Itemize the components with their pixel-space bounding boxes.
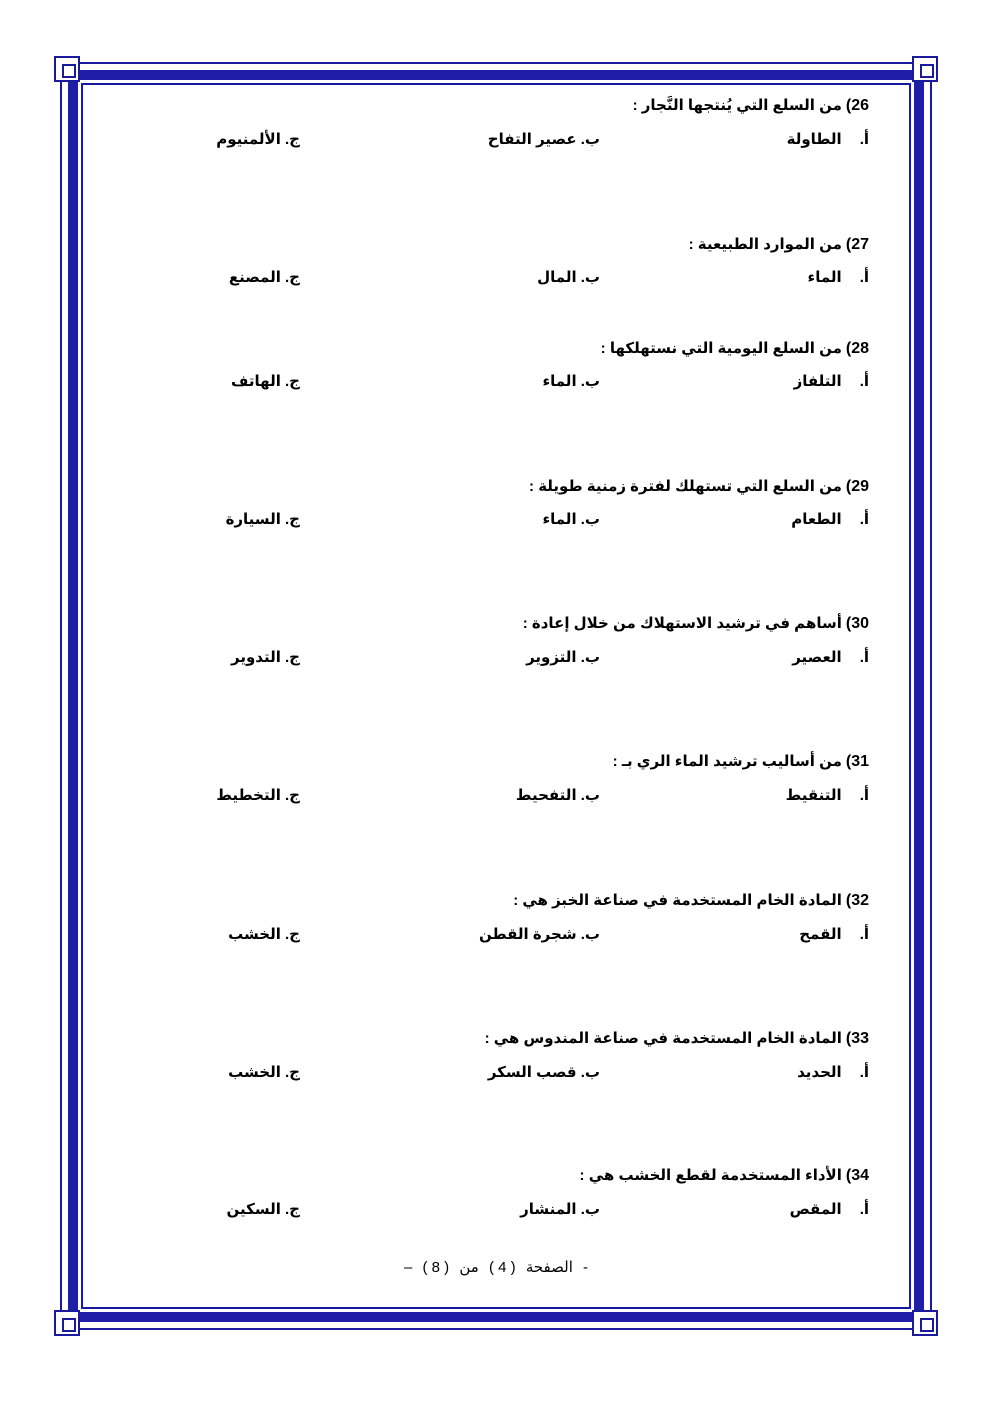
- option-a[interactable]: أ.الماء: [807, 269, 869, 286]
- option-c[interactable]: ج. الهاتف: [231, 373, 300, 390]
- question-30: 30)أساهم في ترشيد الاستهلاك من خلال إعادة :: [522, 615, 869, 632]
- option-b[interactable]: ب. التزوير: [526, 649, 600, 666]
- option-b[interactable]: ب. التفحيط: [515, 787, 600, 804]
- option-c[interactable]: ج. السيارة: [225, 511, 300, 528]
- option-a[interactable]: أ.العصير: [792, 649, 869, 666]
- option-b[interactable]: ب. المنشار: [520, 1201, 600, 1218]
- question-33: 33)المادة الخام المستخدمة في صناعة المندوس هي :: [484, 1030, 869, 1047]
- option-c[interactable]: ج. الخشب: [228, 1064, 300, 1081]
- corner-ornament: [912, 56, 938, 82]
- option-b[interactable]: ب. الماء: [542, 373, 600, 390]
- option-c[interactable]: ج. الألمنيوم: [216, 131, 300, 148]
- option-a[interactable]: أ.المقص: [789, 1201, 869, 1218]
- option-a[interactable]: أ.الطعام: [791, 511, 869, 528]
- corner-ornament: [912, 1310, 938, 1336]
- option-c[interactable]: ج. المصنع: [228, 269, 300, 286]
- option-c[interactable]: ج. السكين: [226, 1201, 300, 1218]
- option-a[interactable]: أ.التنقيط: [785, 787, 869, 804]
- options-31: [0, 786, 992, 810]
- option-b[interactable]: ب. الماء: [542, 511, 600, 528]
- option-c[interactable]: ج. الخشب: [228, 926, 300, 943]
- corner-ornament: [54, 56, 80, 82]
- page-footer: - الصفحة ( 4 ) من ( 8 ) –: [403, 1259, 589, 1276]
- question-26: 26)من السلع التي يُنتجها النَّجار :: [632, 97, 869, 114]
- option-b[interactable]: ب. عصير التفاح: [487, 131, 600, 148]
- options-28: [0, 372, 992, 396]
- question-34: 34)الأداء المستخدمة لقطع الخشب هي :: [579, 1167, 869, 1184]
- options-33: [0, 1063, 992, 1087]
- question-28: 28)من السلع اليومية التي نستهلكها :: [600, 340, 869, 357]
- options-27: [0, 268, 992, 292]
- option-c[interactable]: ج. التدوير: [231, 649, 300, 666]
- option-c[interactable]: ج. التخطيط: [216, 787, 300, 804]
- option-a[interactable]: أ.الطاولة: [786, 131, 869, 148]
- options-26: [0, 130, 992, 154]
- page-border-inner: [81, 83, 911, 1309]
- corner-ornament: [54, 1310, 80, 1336]
- options-30: [0, 648, 992, 672]
- question-29: 29)من السلع التي تستهلك لفترة زمنية طويلة :: [529, 478, 869, 495]
- option-b[interactable]: ب. قصب السكر: [487, 1064, 600, 1081]
- question-27: 27)من الموارد الطبيعية :: [688, 236, 869, 253]
- option-b[interactable]: ب. المال: [537, 269, 600, 286]
- options-34: [0, 1200, 992, 1224]
- question-32: 32)المادة الخام المستخدمة في صناعة الخبز هي :: [513, 892, 869, 909]
- option-b[interactable]: ب. شجرة القطن: [478, 926, 600, 943]
- option-a[interactable]: أ.القمح: [799, 926, 869, 943]
- question-31: 31)من أساليب ترشيد الماء الري بـ :: [612, 753, 869, 770]
- options-32: [0, 925, 992, 949]
- option-a[interactable]: أ.الحديد: [797, 1064, 869, 1081]
- options-29: [0, 510, 992, 534]
- option-a[interactable]: أ.التلفاز: [793, 373, 869, 390]
